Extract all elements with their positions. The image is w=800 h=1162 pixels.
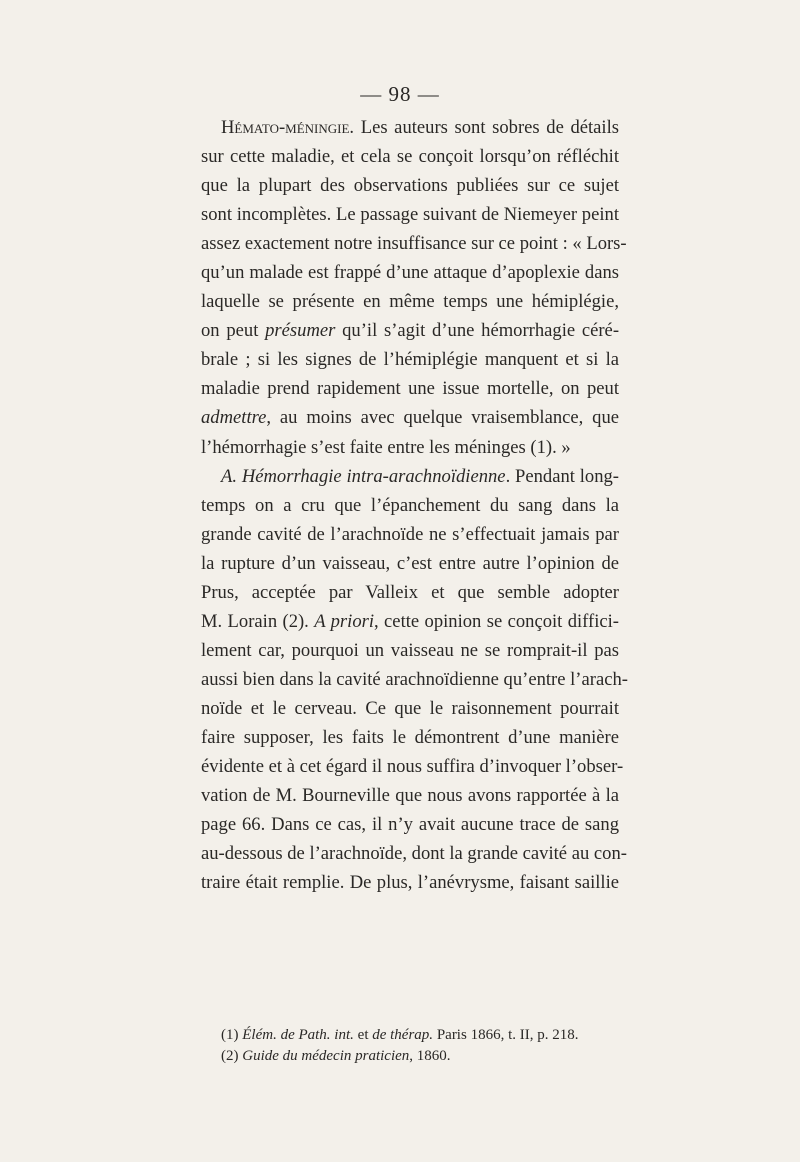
text-line: assez exactement notre insuffisance sur ce point : « Lors- [201,233,627,255]
footnotes [201,1025,619,1067]
text-span: qu’il s’agit d’une hémorrhagie céré- [335,320,620,342]
text-line: la rupture d’un vaisseau, c’est entre autre l’opinion de [201,552,619,574]
text-line: Prus, acceptée par Valleix et que semble adopter [201,581,619,603]
text-line: sur cette maladie, et cela se conçoit lorsqu’on réfléchit [201,146,619,168]
italic-word: Élém. de Path. int. [242,1027,354,1043]
text-line: maladie prend rapidement une issue mortelle, on peut [201,378,619,400]
text-line: traire était remplie. De plus, l’anévrysme, faisant saillie [201,872,619,894]
text-line: faire supposer, les faits le démontrent d’une manière [201,726,619,748]
footnote-2 [201,1046,619,1067]
text-line: lement car, pourquoi un vaisseau ne se romprait-il pas [201,639,619,661]
body-text [201,113,628,897]
text-line: qu’un malade est frappé d’une attaque d’apoplexie dans [201,262,619,284]
text-line: aussi bien dans la cavité arachnoïdienne qu’entre l’arach- [201,668,628,690]
page-number: — 98 — [360,82,440,106]
section-heading: Hémato-méningie. [221,117,355,138]
text-line [201,316,619,345]
text-span: , 1860. [409,1048,451,1064]
footnote-number: (2) [221,1048,243,1064]
text-line: que la plupart des observations publiées sur ce sujet [201,175,619,197]
text-line: page 66. Dans ce cas, il n’y avait aucune trace de sang [201,814,619,836]
text-line: vation de M. Bourneville que nous avons rapportée à la [201,785,619,807]
text-line: laquelle se présente en même temps une hémiplégie, [201,291,619,313]
italic-word: présumer [265,320,336,342]
text-span: et [353,1027,373,1043]
section-title: Hémorrhagie intra-arachnoïdienne [241,465,506,487]
text-line: noïde et le cerveau. Ce que le raisonnement pourrait [201,697,619,719]
text-line [201,607,619,636]
text-line: grande cavité de l’arachnoïde ne s’effectuait jamais par [201,523,619,545]
text-line: brale ; si les signes de l’hémiplégie manquent et si la [201,349,619,371]
text-line: évidente et à cet égard il nous suffira d’invoquer l’obser- [201,756,624,778]
text-span: Les auteurs sont sobres de détails [354,117,619,138]
text-line [201,113,619,142]
text-line: sont incomplètes. Le passage suivant de Niemeyer peint [201,204,619,226]
text-span: Paris 1866, t. II, p. 218. [433,1027,579,1043]
text-span: , au moins avec quelque vraisemblance, que [266,407,619,429]
section-label: A. [221,465,242,487]
text-line [201,403,619,432]
italic-word: A priori [314,610,375,632]
footnote-number: (1) [221,1027,243,1043]
text-line [201,462,619,491]
text-line: temps on a cru que l’épanchement du sang dans la [201,494,619,516]
text-span: , cette opinion se conçoit diffici- [374,610,619,632]
text-span: . Pendant long- [505,465,619,487]
footnote-1 [201,1025,619,1046]
italic-word: admettre [201,407,267,429]
italic-word: Guide du médecin praticien [242,1048,410,1064]
text-line: au-dessous de l’arachnoïde, dont la grande cavité au con- [201,843,627,865]
text-span: on peut [201,320,266,342]
text-line: l’hémorrhagie s’est faite entre les méninges (1). » [201,436,571,458]
italic-word: de thérap. [372,1027,434,1043]
text-span: M. Lorain (2). [201,610,315,632]
